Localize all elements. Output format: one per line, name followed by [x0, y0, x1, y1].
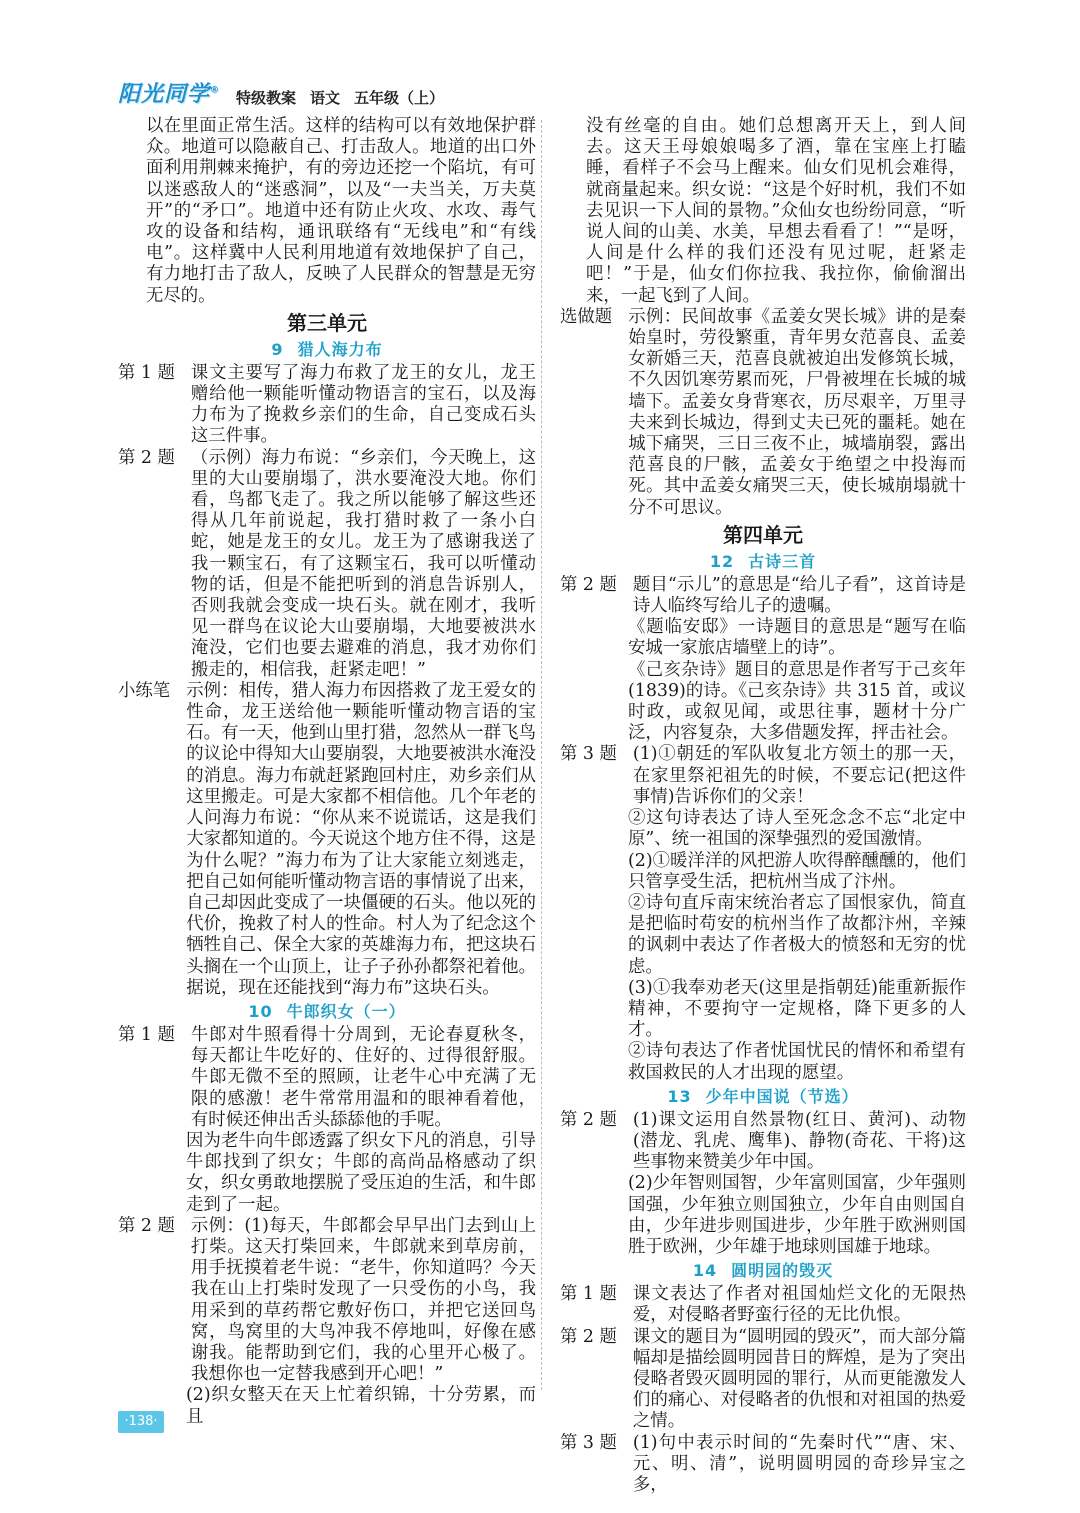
answer-text: (2)①暖洋洋的风把游人吹得醉醺醺的，他们只管享受生活，把杭州当成了汴州。 [628, 850, 966, 892]
lesson-heading: 12 古诗三首 [709, 551, 817, 571]
answer-text: 课文主要写了海力布救了龙王的女儿，龙王赠给他一颗能听懂动物语言的宝石，以及海力布为了挽救乡亲们的生命，自己变成石头这三件事。 [190, 362, 536, 447]
question [560, 744, 966, 808]
question [560, 575, 966, 617]
question [118, 448, 536, 681]
question [560, 1110, 966, 1174]
subject-name: 语文 [310, 89, 341, 107]
question [118, 681, 536, 999]
question-label: 第 2 题 [560, 1326, 617, 1347]
question [560, 1327, 966, 1433]
answer-text: 牛郎对牛照看得十分周到，无论春夏秋冬，每天都让牛吃好的、住好的、过得很舒服。牛郎无微不至的照顾，让老牛心中充满了无限的感激！老牛常常用温和的眼神看着他，有时候还伸出舌头舔舔他的手呢。 [190, 1024, 536, 1130]
question-label: 第 2 题 [560, 1109, 617, 1130]
question-label: 第 1 题 [560, 1284, 617, 1305]
lesson-heading: 10 牛郎织女（一） [248, 1001, 406, 1021]
answer-text: (2)织女整天在天上忙着织锦，十分劳累，而且 [186, 1385, 536, 1427]
answer-text: ②诗句表达了作者忧国忧民的情怀和希望有救国救民的人才出现的愿望。 [628, 1041, 966, 1083]
column-divider [541, 120, 542, 1390]
answer-text: 课文的题目为“圆明园的毁灭”，而大部分篇幅却是描绘圆明园昔日的辉煌，是为了突出侵略者毁灭圆明园的罪行，从而更能激发人们的痛心、对侵略者的仇恨和对祖国的热爱之情。 [632, 1326, 966, 1432]
question [560, 1433, 966, 1497]
answer-text: 课文表达了作者对祖国灿烂文化的无限热爱，对侵略者野蛮行径的无比仇恨。 [632, 1284, 966, 1326]
answer-text: (1)①朝廷的军队收复北方领土的那一天，在家里祭祀祖先的时候，不要忘记(把这件事情)告诉你们的父亲！ [632, 744, 966, 807]
question-label: 第 2 题 [118, 447, 175, 468]
answer-text: ②这句诗表达了诗人至死念念不忘“北定中原”、统一祖国的深挚强烈的爱国激情。 [628, 808, 966, 850]
answer-text: 示例：(1)每天，牛郎都会早早出门去到山上打柴。这天打柴回来，牛郎就来到草房前，用手抚摸着老牛说：“老牛，你知道吗？今天我在山上打柴时发现了一只受伤的小鸟，我用采到的草药帮它敷好伤口，并把它送回鸟窝，鸟窝里的大鸟冲我不停地叫，好像在感谢我。能帮助到它们，我的心里开心极了。我想你也一定替我感到开心吧！” [190, 1215, 536, 1385]
answer-text: (1)句中表示时间的“先秦时代”“唐、宋、元、明、清”，说明圆明园的奇珍异宝之多， [632, 1432, 966, 1495]
lesson-heading: 14 圆明园的毁灭 [692, 1261, 834, 1281]
answer-text: (1)课文运用自然景物(红日、黄河)、动物(潜龙、乳虎、鹰隼)、静物(奇花、干将)这些事物来赞美少年中国。 [632, 1109, 966, 1173]
question-label: 第 1 题 [118, 362, 175, 383]
answer-text: 《题临安邸》一诗题目的意思是“题写在临安城一家旅店墙壁上的诗”。 [628, 617, 966, 659]
question-label: 第 2 题 [560, 574, 617, 595]
paragraph: 以在里面正常生活。这样的结构可以有效地保护群众。地道可以隐蔽自己、打击敌人。地道的出口外面利用荆棘来掩护，有的旁边还挖一个陷坑，有可以迷惑敌人的“迷惑洞”，以及“一夫当关，万夫莫开”的“矛口”。地道中还有防止火攻、水攻、毒气攻的设备和结构，通讯联络有“无线电”和“有线电”。这样冀中人民利用地道有效地保护了自己，有力地打击了敌人，反映了人民群众的智慧是无穷无尽的。 [146, 116, 536, 306]
answer-text: 示例：民间故事《孟姜女哭长城》讲的是秦始皇时，劳役繁重，青年男女范喜良、孟姜女新婚三天，范喜良就被迫出发修筑长城，不久因饥寒劳累而死，尸骨被埋在长城的城墙下。孟姜女身背寒衣，历尽艰辛，万里寻夫来到长城边，得到丈夫已死的噩耗。她在城下痛哭，三日三夜不止，城墙崩裂，露出范喜良的尸骸，孟姜女于绝望之中投海而死。其中孟姜女痛哭三天，使长城崩塌就十分不可思议。 [628, 306, 966, 518]
answer-text: 因为老牛向牛郎透露了织女下凡的消息，引导牛郎找到了织女；牛郎的高尚品格感动了织女，织女勇敢地摆脱了受压迫的生活，和牛郎走到了一起。 [186, 1130, 536, 1215]
answer-text: 题目“示儿”的意思是“给儿子看”，这首诗是诗人临终写给儿子的遗嘱。 [632, 574, 966, 617]
question-label: 第 3 题 [560, 744, 617, 765]
answer-text: (3)①我奉劝老天(这里是指朝廷)能重新振作精神，不要拘守一定规格，降下更多的人才。 [628, 977, 966, 1041]
page-header [118, 76, 444, 108]
question-label: 第 2 题 [118, 1215, 175, 1236]
lesson-heading: 13 少年中国说（节选） [667, 1086, 859, 1106]
left-column [118, 116, 536, 1428]
answer-text: (2)少年智则国智，少年富则国富，少年强则国强，少年独立则国独立，少年自由则国自由，少年进步则国进步，少年胜于欧洲则国胜于欧洲，少年雄于地球则国雄于地球。 [628, 1173, 966, 1257]
question-label: 选做题 [560, 306, 613, 327]
page-number: ·138· [118, 1411, 164, 1433]
answer-text: 《己亥杂诗》题目的意思是作者写于己亥年(1839)的诗。《己亥杂诗》共 315 首，或议时政，或叙见闻，或思往事，题材十分广泛，内容复杂，大多借题发挥，抨击社会。 [628, 659, 966, 744]
question-label: 第 3 题 [560, 1432, 617, 1453]
question-label: 第 1 题 [118, 1024, 175, 1045]
series-name: 特级教案 [236, 89, 297, 107]
question-label: 小练笔 [118, 680, 171, 701]
grade-name: 五年级（上） [354, 89, 445, 107]
brand-logo: 阳光同学® [118, 82, 221, 107]
paragraph: 没有丝毫的自由。她们总想离开天上，到人间去。这天王母娘娘喝多了酒，靠在宝座上打瞌睡，看样子不会马上醒来。仙女们见机会难得，就商量起来。织女说：“这是个好时机，我们不如去见识一下人间的景物。”众仙女也纷纷同意，“听说人间的山美、水美，早想去看看了！”“是呀，人间是什么样的我们还没有见过呢，赶紧走吧！”于是，仙女们你拉我、我拉你，偷偷溜出来，一起飞到了人间。 [586, 116, 966, 306]
unit-heading: 第三单元 [287, 310, 367, 335]
answer-text: ②诗句直斥南宋统治者忘了国恨家仇，简直是把临时苟安的杭州当作了故都汴州，辛辣的讽刺中表达了作者极大的愤怒和无穷的忧虑。 [628, 892, 966, 977]
question [560, 307, 966, 519]
question [118, 1216, 536, 1386]
unit-heading: 第四单元 [723, 522, 803, 547]
right-column [560, 116, 966, 1496]
question [118, 363, 536, 448]
answer-text: 示例：相传，猎人海力布因搭救了龙王爱女的性命，龙王送给他一颗能听懂动物言语的宝石。有一天，他到山里打猎，忽然从一群飞鸟的议论中得知大山要崩裂，大地要被洪水淹没的消息。海力布就赶紧跑回村庄，劝乡亲们从这里搬走。可是大家都不相信他。几个年老的人问海力布说：“你从来不说谎话，这是我们大家都知道的。今天说这个地方住不得，这是为什么呢？”海力布为了让大家能立刻逃走，把自己如何能听懂动物言语的事情说了出来，自己却因此变成了一块僵硬的石头。他以死的代价，挽救了村人的性命。村人为了纪念这个牺牲自己、保全大家的英雄海力布，把这块石头搁在一个山顶上，让子子孙孙都祭祀着他。据说，现在还能找到“海力布”这块石头。 [186, 680, 536, 998]
question [118, 1025, 536, 1131]
lesson-heading: 9 猎人海力布 [271, 339, 383, 359]
answer-text: （示例）海力布说：“乡亲们，今天晚上，这里的大山要崩塌了，洪水要淹没大地。你们看，鸟都飞走了。我之所以能够了解这些还得从几年前说起，我打猎时救了一条小白蛇，她是龙王的女儿。龙王为了感谢我送了我一颗宝石，有了这颗宝石，我可以听懂动物的话，但是不能把听到的消息告诉别人，否则我就会变成一块石头。就在刚才，我听见一群鸟在议论大山要崩塌，大地要被洪水淹没，它们也要去避难的消息，我才劝你们搬走的，相信我，赶紧走吧！” [190, 447, 536, 680]
question [560, 1284, 966, 1326]
